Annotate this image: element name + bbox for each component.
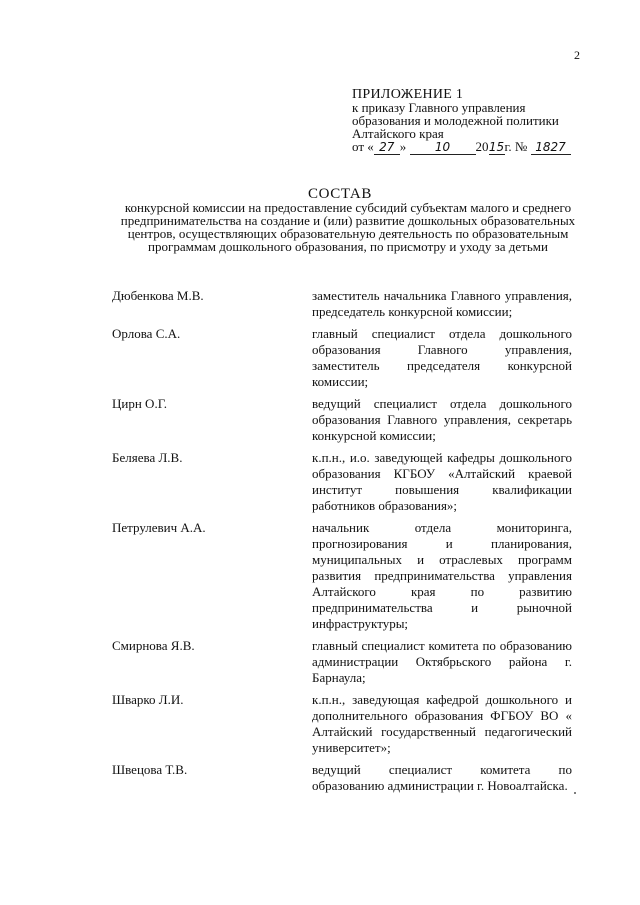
member-role: к.п.н., заведующая кафедрой дошкольного и дополнительного образования ФГБОУ ВО « Алтайский государственный педагогический университет»; (312, 692, 572, 755)
member-role: к.п.н., и.о. заведующей кафедры дошкольного образования КГБОУ «Алтайский краевой институт повышения квалификации работников образования»; (312, 450, 572, 513)
date-month: 10 (410, 141, 476, 155)
member-name: Швецова Т.В. (112, 762, 188, 777)
member-role: ведущий специалист комитета по образованию администрации г. Новоалтайска. (312, 762, 572, 793)
member-name: Дюбенкова М.В. (112, 288, 204, 303)
date-mid: » (399, 139, 407, 154)
member-role: заместитель начальника Главного управления, председатель конкурсной комиссии; (312, 288, 572, 319)
sostav-title: СОСТАВ (308, 186, 372, 202)
date-day: 27 (374, 141, 400, 155)
member-role: главный специалист комитета по образованию администрации Октябрьского района г. Барнаула; (312, 638, 572, 685)
members-list (112, 288, 574, 800)
sostav-description: конкурсной комиссии на предоставление субсидий субъектам малого и среднего предпринимательства на создание и (или) развитие дошкольных образовательных центров, осуществляющих образовательную деятельность по образовательным программам дошкольного образования, по присмотру и уходу за детьми (120, 200, 576, 254)
date-year: 15 (488, 140, 505, 154)
page-number: 2 (574, 48, 580, 62)
member-row (112, 692, 574, 756)
appendix-title: ПРИЛОЖЕНИЕ 1 (352, 87, 464, 102)
member-row (112, 288, 574, 320)
order-number: 1827 (531, 141, 571, 155)
member-row (112, 326, 574, 390)
member-name: Петрулевич А.А. (112, 520, 206, 535)
scan-speck (574, 792, 576, 794)
member-role: ведущий специалист отдела дошкольного образования Главного управления, секретарь конкурсной комиссии; (312, 396, 572, 443)
appendix-line-2: образования и молодежной политики (352, 113, 559, 128)
appendix-date-line (352, 140, 622, 155)
appendix-block (352, 88, 622, 155)
appendix-line-1: к приказу Главного управления (352, 100, 526, 115)
member-name: Смирнова Я.В. (112, 638, 195, 653)
date-year-suffix: г. № (504, 139, 528, 154)
member-role: главный специалист отдела дошкольного образования Главного управления, заместитель председателя конкурсной комиссии; (312, 326, 572, 389)
member-name: Цирн О.Г. (112, 396, 167, 411)
member-name: Орлова С.А. (112, 326, 181, 341)
member-row (112, 450, 574, 514)
date-prefix: от « (352, 139, 374, 154)
member-row (112, 762, 574, 794)
date-year-prefix: 20 (475, 139, 489, 154)
member-row (112, 638, 574, 686)
member-row (112, 520, 574, 632)
member-name: Шварко Л.И. (112, 692, 184, 707)
member-name: Беляева Л.В. (112, 450, 183, 465)
appendix-line-3: Алтайского края (352, 126, 444, 141)
member-row (112, 396, 574, 444)
member-role: начальник отдела мониторинга, прогнозирования и планирования, муниципальных и отраслевых программ развития предпринимательства управления Алтайского края по развитию предпринимательства и рыночной инфраструктуры; (312, 520, 572, 631)
